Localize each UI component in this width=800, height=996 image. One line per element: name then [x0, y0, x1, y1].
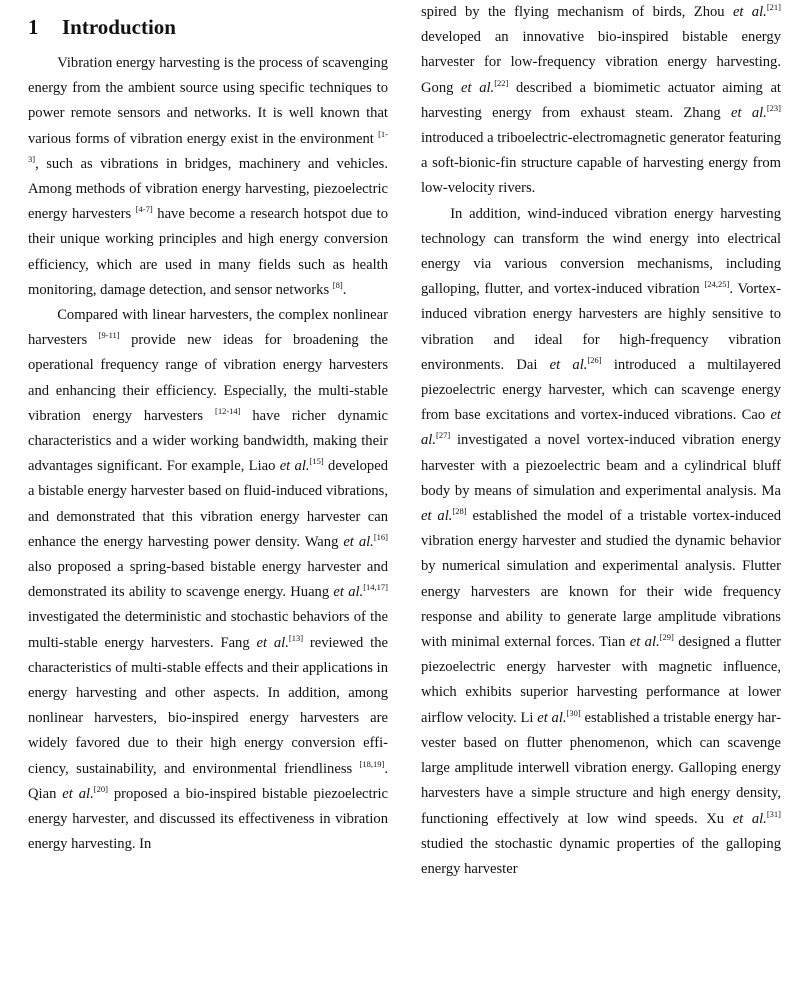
et-al: et al.: [629, 634, 660, 651]
text-run: also proposed a spring-based bistable energy harvester and demonstrated its ability to scavenge energy. Huang: [28, 559, 388, 601]
et-al: et al.: [62, 785, 94, 802]
et-al: et al.: [279, 458, 310, 475]
citation: [13]: [288, 632, 304, 643]
et-al: et al.: [256, 634, 289, 651]
text-run: , such as vibrations in bridges, machinery and vehicles. Among methods of vibration energy harvesting, piezoelectric energy harvesters: [28, 155, 388, 223]
text-run: Compared with linear harvesters, the complex nonlinear harvesters: [28, 307, 388, 349]
section-heading: [28, 13, 388, 41]
citation: [12-14]: [214, 405, 241, 416]
et-al: et al.: [732, 810, 767, 827]
et-al: et al.: [421, 508, 453, 525]
text-run: have become a research hotspot due to their unique working principles and high energy conversion efficiency, which are used in many fields such as health monitoring, damage detection, and sensor networks: [28, 206, 388, 298]
text-run: established the model of a tristable vortex-induced vibration energy harvester and studied the dynamic behavior by numerical simulation and experimental analysis. Flutter energy harvesters are known for their wide frequency response and ability to generate large amplitude vibrations with minimal external forces. Tian: [421, 508, 781, 651]
section-title: Introduction: [62, 15, 176, 39]
text-run: established a tristable energy harvester based on flutter phenomenon, which can scavenge large amplitude interwell vibration energy. Galloping energy harvesters have a simple structure and high energy density, functioning effectively at low wind speeds. Xu: [421, 709, 781, 827]
citation: [4-7]: [135, 204, 153, 215]
text-run: investigated the deterministic and stochastic behaviors of the multi-stable energy harvesters. Fang: [28, 609, 388, 651]
citation: [29]: [659, 632, 674, 643]
citation: [23]: [766, 102, 781, 113]
text-run: developed an innovative bio-inspired bistable energy harvester for low-frequency vibration energy harvesting. Gong: [421, 29, 781, 96]
text-run: proposed a bio-inspired bistable piezoelectric energy harvester, and discussed its effectiveness in vibration energy harvesting. In: [28, 785, 388, 853]
et-al: et al.: [421, 407, 781, 449]
section-number: 1: [28, 15, 39, 39]
citation: [15]: [309, 456, 324, 467]
text-run: described a biomimetic actuator aiming at harvesting energy from exhaust steam. Zhang: [421, 79, 781, 121]
text-run: investigated a novel vortex-induced vibration energy harvester with a piezoelectric beam and a cylindrical bluff body by means of simulation and experimental analysis. Ma: [421, 432, 781, 499]
text-run: spired by the flying mechanism of birds, Zhou: [421, 4, 733, 20]
et-al: et al.: [732, 4, 767, 20]
et-al: et al.: [549, 356, 588, 373]
citation: [20]: [93, 783, 108, 794]
et-al: et al.: [333, 584, 364, 601]
citation: [30]: [566, 707, 581, 718]
citation: [26]: [587, 354, 602, 365]
text-run: . Vortex-induced vibration energy harvesters are highly sensitive to vibration and ideal for high-frequency vibration environments. Dai: [421, 281, 781, 373]
text-run: introduced a triboelectric-electromagnetic generator featuring a soft-bionic-fin structure capable of harvesting energy from low-velocity rivers.: [421, 130, 781, 197]
paragraph-wind-induced: [421, 202, 781, 882]
et-al: et al.: [730, 104, 767, 121]
citation: [18,19]: [359, 758, 385, 769]
citation: [21]: [766, 2, 781, 12]
citation: [28]: [452, 506, 467, 517]
text-run: reviewed the characteristics of multi-stable effects and their applications in energy harvesting and other aspects. In addition, among nonlinear harvesters, bio-inspired energy harvesters are widely favored due to their high energy conversion efficiency, sustainability, and environmental friendliness: [28, 634, 389, 777]
text-run: studied the stochastic dynamic properties of the galloping energy harvester: [421, 835, 781, 877]
citation: [16]: [373, 531, 388, 542]
text-run: introduced a multilayered piezoelectric energy harvester, which can scavenge energy from base excitations and vortex-induced vibrations. Cao: [421, 356, 781, 424]
text-run: designed a flutter piezoelectric energy harvester with magnetic influence, which exhibits superior harvesting performance at lower airflow velocity. Li: [421, 634, 781, 726]
left-column: [28, 0, 388, 858]
paragraph-continued: [421, 0, 781, 202]
citation: [27]: [436, 430, 451, 441]
et-al: et al.: [461, 79, 495, 96]
text-run: Vibration energy harvesting is the process of scavenging energy from the ambient source using specific techniques to power remote sensors and networks. It is well known that various forms of vibration energy exist in the environment: [28, 55, 388, 147]
paragraph-intro-1: [28, 51, 388, 303]
citation: [31]: [766, 808, 782, 819]
citation: [14,17]: [363, 582, 388, 593]
citation: [1-3]: [28, 128, 388, 164]
text-run: developed a bistable energy harvester based on fluid-induced vibrations, and demonstrated that this vibration energy harvester can enhance the energy harvesting power density. Wang: [28, 458, 388, 550]
et-al: et al.: [343, 533, 374, 550]
citation: [8]: [332, 279, 343, 290]
citation: [9-11]: [98, 330, 120, 341]
et-al: et al.: [537, 709, 567, 726]
paragraph-intro-2: [28, 303, 388, 857]
text-run: . Qian: [28, 760, 388, 802]
citation: [24,25]: [704, 279, 730, 290]
citation: [22]: [494, 77, 509, 88]
right-column: [421, 0, 781, 882]
text-run: have richer dynamic characteristics and a wider working bandwidth, making their advantages significant. For example, Liao: [28, 407, 388, 475]
text-run: .: [342, 281, 347, 298]
text-run: provide new ideas for broadening the operational frequency range of vibration energy harvesters and enhancing their efficiency. Especially, the multi-stable vibration energy harvesters: [28, 332, 389, 424]
text-run: In addition, wind-induced vibration energy harvesting technology can transform the wind energy into electrical energy via various conversion mechanisms, including galloping, flutter, and vortex-induced vibration: [421, 205, 781, 298]
